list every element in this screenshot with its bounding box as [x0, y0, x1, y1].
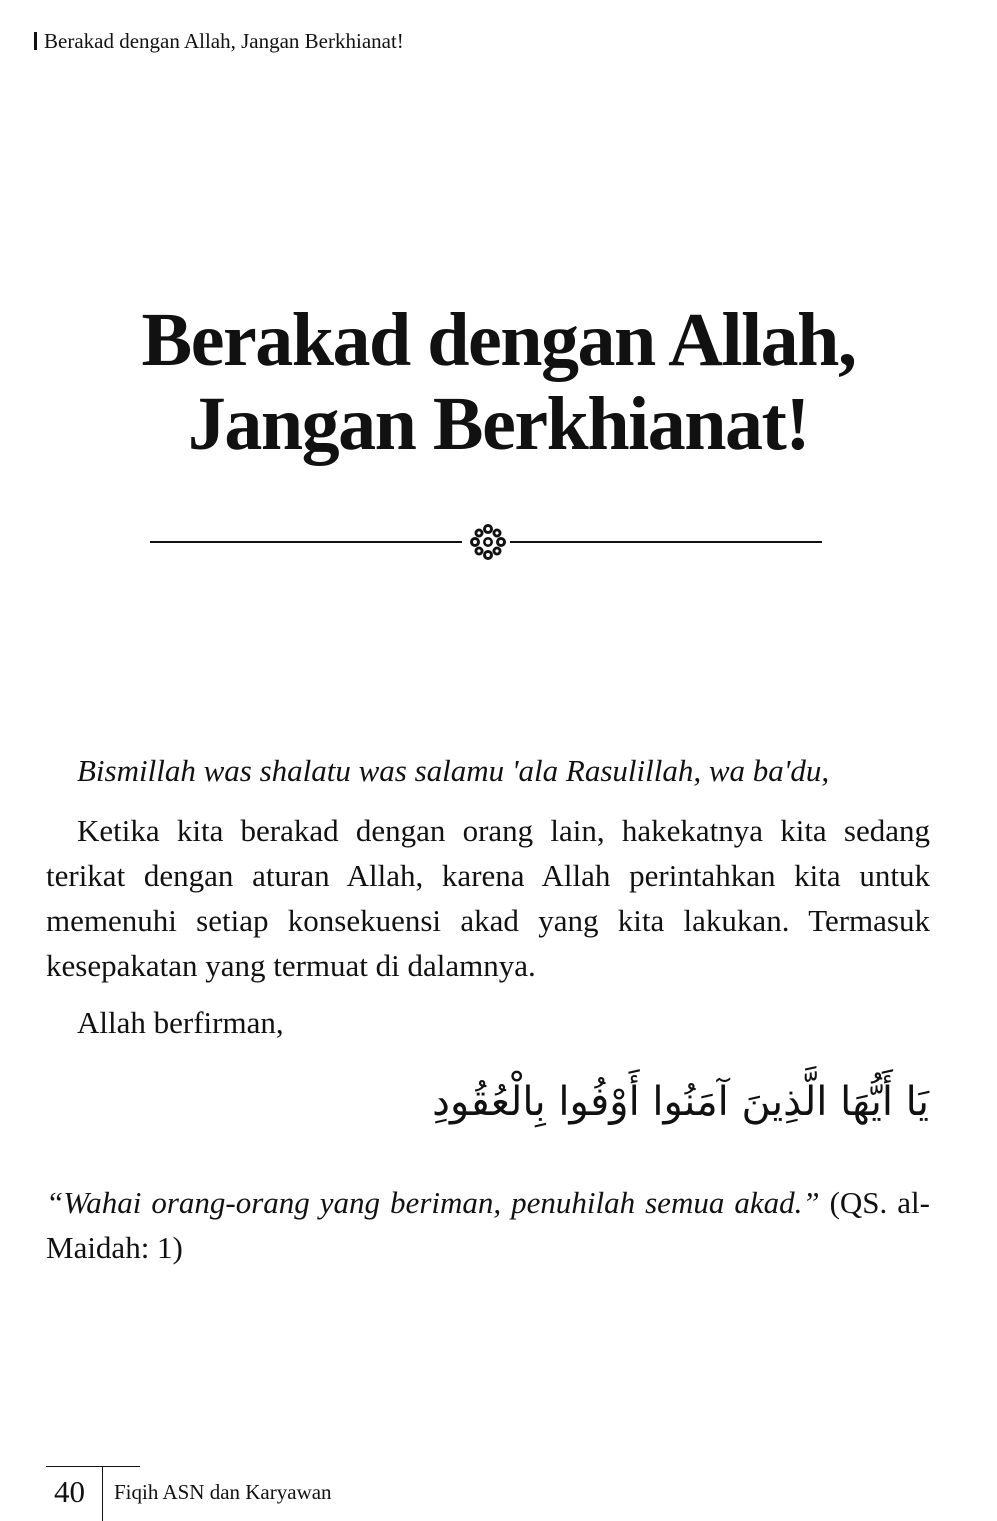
page-footer	[46, 1466, 446, 1521]
opening-greeting: Bismillah was shalatu was salamu 'ala Rasulillah, wa ba'du,	[77, 753, 830, 788]
book-title: Fiqih ASN dan Karyawan	[114, 1480, 332, 1504]
chapter-title	[0, 298, 997, 466]
divider-rule-left	[150, 541, 462, 543]
chapter-title-line-2: Jangan Berkhianat!	[187, 382, 810, 466]
divider-rule-right	[510, 541, 822, 543]
footer-divider	[102, 1466, 103, 1521]
verse-reference: (QS. al-Maidah: 1)	[46, 1185, 930, 1265]
floral-ornament-icon	[466, 520, 510, 564]
quran-intro: Allah berfirman,	[77, 1005, 284, 1040]
title-divider	[150, 520, 822, 564]
body-paragraph: Ketika kita berakad dengan orang lain, hakekatnya kita sedang terikat dengan aturan Allah, karena Allah perintahkan kita untuk memenuhi setiap konsekuensi akad yang kita lakukan. Termasuk kesepakatan yang termuat di dalamnya.	[46, 813, 930, 983]
page-number: 40	[54, 1474, 85, 1509]
arabic-verse: يَا أَيُّهَا الَّذِينَ آمَنُوا أَوْفُوا بِالْعُقُودِ	[432, 1079, 929, 1125]
running-header	[34, 28, 404, 54]
chapter-title-line-1: Berakad dengan Allah,	[141, 298, 856, 382]
header-bar-mark	[34, 32, 37, 50]
translation-quote: “Wahai orang-orang yang beriman, penuhilah semua akad.”	[46, 1185, 820, 1220]
verse-translation	[46, 1180, 930, 1270]
footer-top-rule	[46, 1466, 140, 1467]
running-header-text: Berakad dengan Allah, Jangan Berkhianat!	[44, 29, 404, 53]
